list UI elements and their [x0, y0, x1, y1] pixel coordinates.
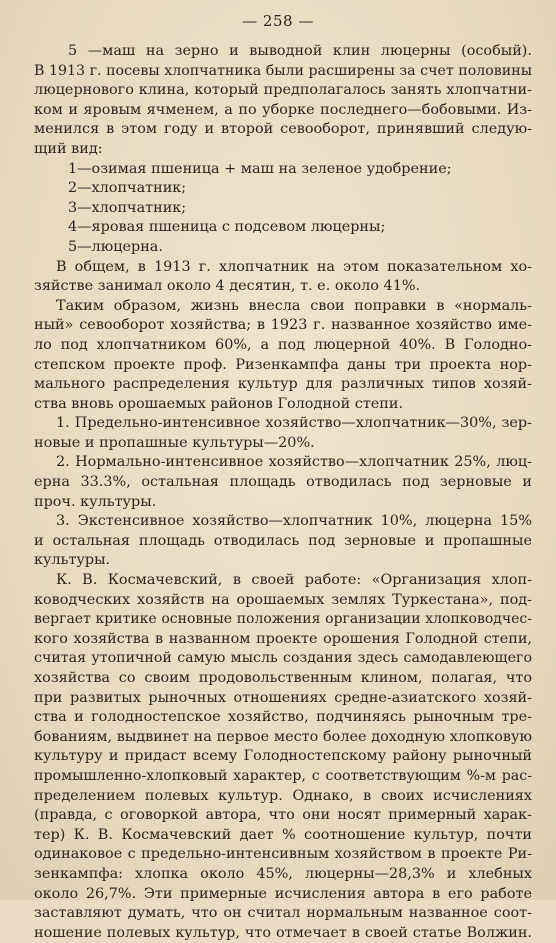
text-line: 5—люцерна. — [68, 238, 163, 255]
text-line: новые и пропашные культуры—20%. — [34, 434, 315, 451]
text-line: зяйстве занимал около 4 десятин, т. е. около 41%. — [34, 278, 421, 295]
text-line: 2. Нормально-интенсивное хозяйство—хлопчатник 25%, люц- — [56, 454, 532, 471]
text-line: тер) К. В. Космачевский дает % соотношение культур, почти — [34, 826, 532, 843]
text-line: ношение полевых культур, что отмечает в своей статье Волжин. — [34, 924, 532, 941]
text-line: В 1913 г. посевы хлопчатника были расширены за счет половины — [34, 62, 532, 79]
text-line: считая утопичной самую мысль создания здесь самодавлеющего — [34, 650, 532, 667]
text-line: одинаковое с предельно-интенсивным хозяйством в проекте Ри- — [34, 846, 532, 863]
text-line: и остальная площадь отводилась под зерновые и пропашные — [34, 532, 532, 549]
text-line: пределением полевых культур. Однако, в своих исчислениях — [34, 787, 532, 804]
text-line: мального распределения культур для различных типов хозяй- — [34, 376, 532, 393]
text-line: ства и голодностепское хозяйство, подчиняясь рыночным тре- — [34, 709, 532, 726]
text-line: около 26,7%. Эти примерные исчисления автора в его работе — [34, 885, 532, 902]
text-line: проч. культуры. — [34, 493, 157, 510]
text-line: 3. Экстенсивное хозяйство—хлопчатник 10%, люцерна 15% — [56, 513, 532, 530]
page-number: — 258 — — [242, 12, 314, 30]
text-line: люцернового клина, который предполагалось занять хлопчатни- — [34, 82, 532, 99]
text-line: 4—яровая пшеница с подсевом люцерны; — [68, 219, 386, 236]
text-line: зенкампфа: хлопка около 45%, люцерны—28,3% и хлебных — [34, 865, 532, 882]
text-line: 5 —маш на зерно и выводной клин люцерны (особый). — [68, 43, 532, 59]
text-line: при развитых рыночных отношениях средне-азиатского хозяй- — [34, 689, 532, 706]
text-line: вергает критике основные положения организации хлопководчес- — [34, 611, 532, 628]
text-line: В общем, в 1913 г. хлопчатник на этом показательном хо- — [56, 258, 532, 275]
text-line: ерна 33.3%, остальная площадь отводилась под зерновые и — [34, 474, 532, 491]
text-line: 1—озимая пшеница + маш на зеленое удобрение; — [68, 160, 452, 177]
text-line: 1. Предельно-интенсивное хозяйство—хлопчатник—30%, зер- — [56, 415, 532, 432]
text-line: промышленно-хлопковый характер, с соответствующим %-м рас- — [34, 767, 532, 784]
text-line: ло под хлопчатником 60%, а под люцерной 40%. В Голодно- — [34, 336, 532, 353]
text-line: культуру и придаст всему Голодностепскому району рыночный — [34, 748, 532, 765]
text-line: Таким образом, жизнь внесла свои поправки в «нормаль- — [56, 297, 532, 314]
text-line: 2—хлопчатник; — [68, 180, 187, 197]
text-line: ком и яровым ячменем, а по уборке последнего—бобовыми. Из- — [34, 101, 532, 118]
text-line: ства вновь орошаемых районов Голодной степи. — [34, 395, 404, 412]
text-line: кого хозяйства в названном проекте орошения Голодной степи, — [34, 630, 532, 647]
page-body-text — [34, 42, 532, 943]
text-line: щий вид: — [34, 140, 103, 157]
text-line: ководческих хозяйств на орошаемых землях Туркестана», под- — [34, 591, 532, 608]
text-line: степском проекте проф. Ризенкампфа даны три проекта нор- — [34, 356, 532, 373]
text-line: К. В. Космачевский, в своей работе: «Организация хлоп- — [56, 572, 532, 589]
text-line: заставляют думать, что он считал нормальным названное соот- — [34, 905, 532, 922]
text-line: ный» севооборот хозяйства; в 1923 г. названное хозяйство име- — [34, 317, 532, 334]
text-line: (правда, с оговоркой автора, что они носят примерный харак- — [34, 807, 532, 824]
text-line: хозяйства со своим продовольственным клином, полагая, что — [34, 670, 532, 686]
text-line: менился в этом году и второй севооборот, принявший следую- — [34, 121, 532, 138]
text-line: культуры. — [34, 552, 111, 569]
text-line: бованиям, выдвинет на первое место более доходную хлопковую — [34, 728, 532, 745]
text-line: 3—хлопчатник; — [68, 199, 187, 216]
